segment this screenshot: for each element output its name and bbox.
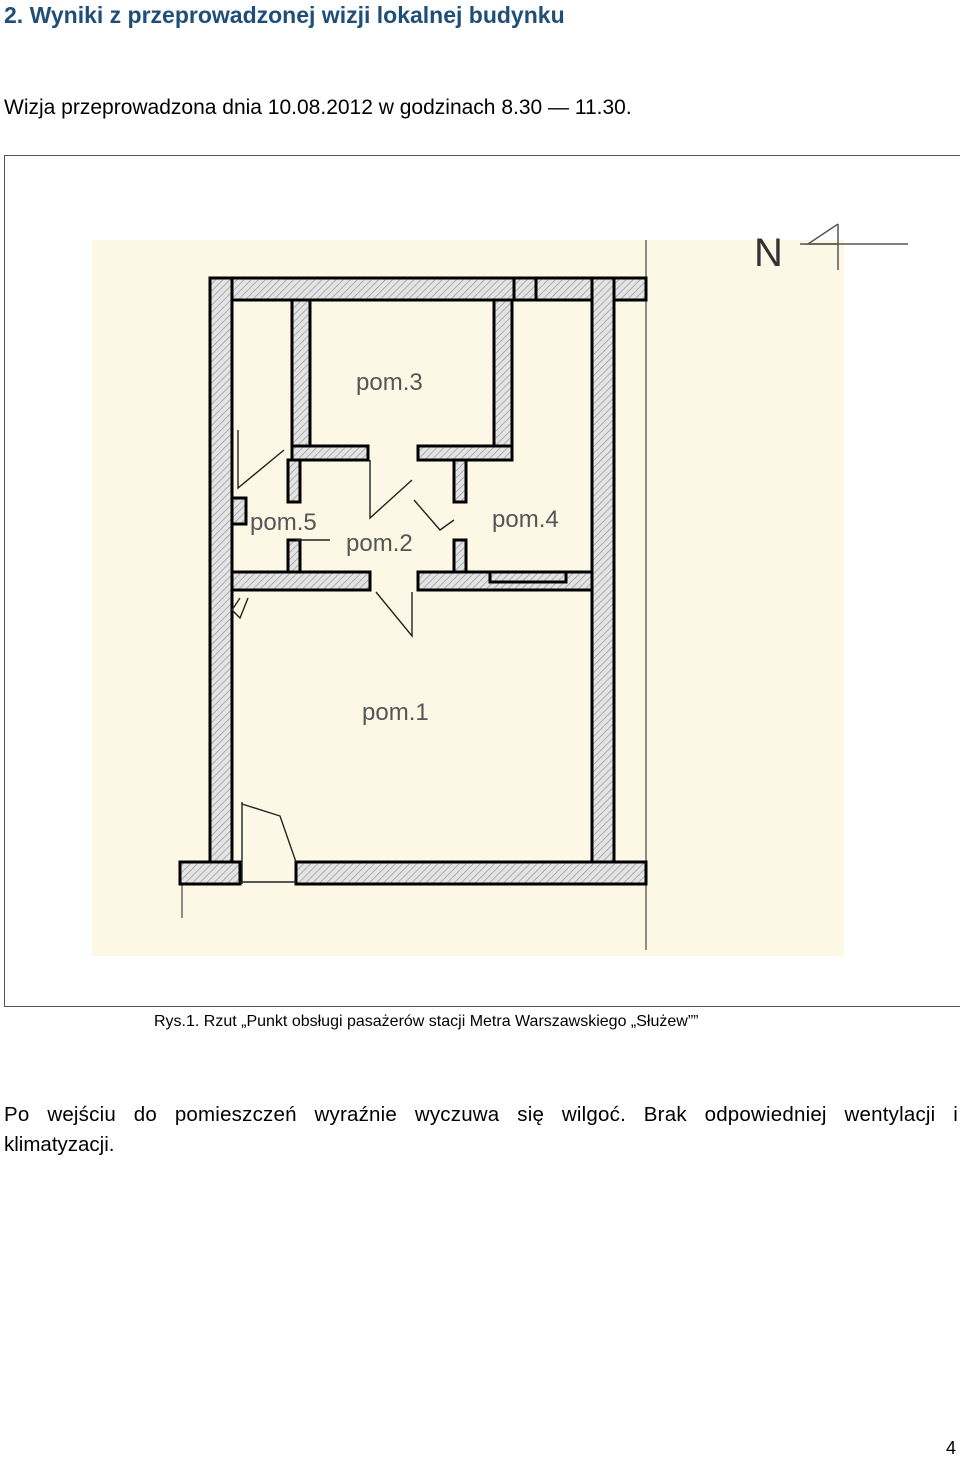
plan-background <box>92 240 844 956</box>
figure-caption: Rys.1. Rzut „Punkt obsługi pasażerów stacji Metra Warszawskiego „Służew”” <box>154 1013 699 1030</box>
body-paragraph-line-2: klimatyzacji. <box>4 1133 115 1156</box>
body-paragraph-line-1: Po wejściu do pomieszczeń wyraźnie wyczuwa się wilgoć. Brak odpowiedniej wentylacji i <box>4 1103 958 1126</box>
page-number: 4 <box>945 1438 956 1458</box>
north-label: N <box>754 231 783 275</box>
room-label-pom2: pom.2 <box>346 530 413 557</box>
room-label-pom1: pom.1 <box>362 699 429 726</box>
section-heading: 2. Wyniki z przeprowadzonej wizji lokalnej budynku <box>4 2 565 28</box>
intro-text: Wizja przeprowadzona dnia 10.08.2012 w godzinach 8.30 — 11.30. <box>4 96 632 119</box>
room-label-pom3: pom.3 <box>356 369 423 396</box>
room-label-pom4: pom.4 <box>492 506 559 533</box>
room-label-pom5: pom.5 <box>250 509 317 536</box>
